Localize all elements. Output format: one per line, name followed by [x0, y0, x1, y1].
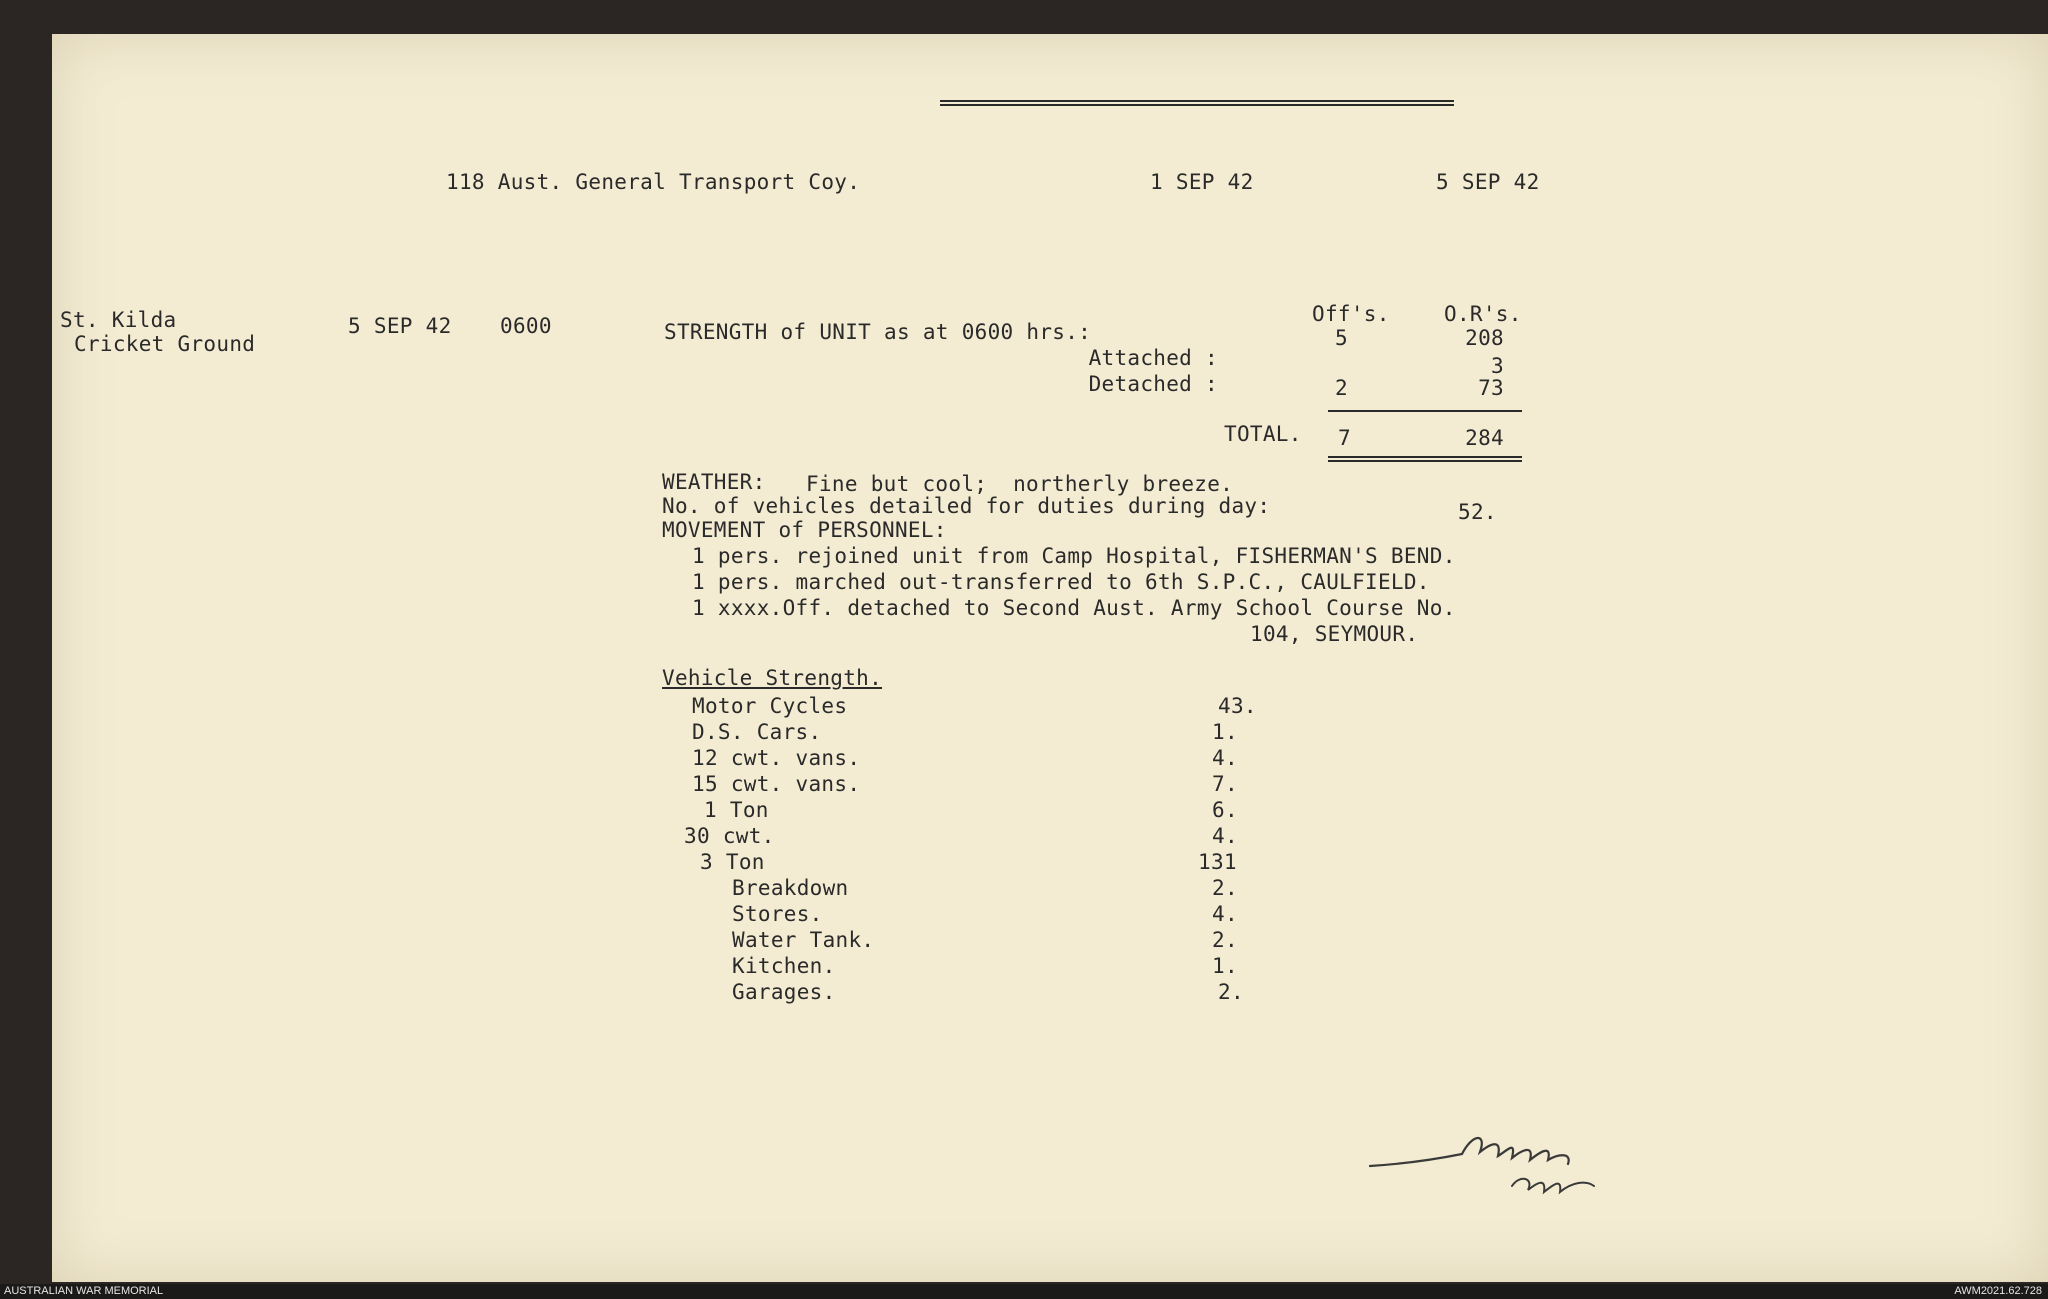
vehicle-value: 131 — [1198, 850, 1237, 874]
place-line-2: Cricket Ground — [74, 332, 256, 356]
total-double-rule — [1328, 456, 1522, 462]
movement-line-2: 1 pers. marched out-transferred to 6th S.P.C., CAULFIELD. — [692, 570, 1430, 594]
vehicle-label: 1 Ton — [704, 798, 769, 822]
weather-text: Fine but cool; northerly breeze. — [806, 472, 1234, 496]
vehicle-value: 2. — [1212, 876, 1238, 900]
offs-value: 5 — [1335, 326, 1348, 350]
col-offs-header: Off's. — [1312, 302, 1390, 326]
date-from: 1 SEP 42 — [1150, 170, 1254, 194]
movement-heading: MOVEMENT of PERSONNEL: — [662, 518, 947, 542]
vehicle-label: 3 Ton — [700, 850, 765, 874]
vehicle-value: 4. — [1212, 824, 1238, 848]
entry-time: 0600 — [500, 314, 552, 338]
entry-date: 5 SEP 42 — [348, 314, 452, 338]
vehicles-detailed-text: No. of vehicles detailed for duties during day: — [662, 494, 1271, 518]
footer-right-label: AWM2021.62.728 — [1954, 1285, 2042, 1297]
ors-value: 208 — [1465, 326, 1504, 350]
vehicle-label: D.S. Cars. — [692, 720, 822, 744]
vehicle-value: 4. — [1212, 746, 1238, 770]
col-ors-header: O.R's. — [1444, 302, 1522, 326]
vehicle-value: 7. — [1212, 772, 1238, 796]
vehicle-value: 6. — [1212, 798, 1238, 822]
total-ors: 284 — [1465, 426, 1504, 450]
archive-footer — [0, 1284, 2048, 1299]
strength-title: STRENGTH of UNIT as at 0600 hrs.: — [664, 320, 1092, 344]
vehicle-label: Garages. — [732, 980, 836, 1004]
vehicle-label: 30 cwt. — [684, 824, 775, 848]
movement-line-1: 1 pers. rejoined unit from Camp Hospital, FISHERMAN'S BEND. — [692, 544, 1456, 568]
attached-ors: 3 — [1491, 354, 1504, 378]
total-label: TOTAL. — [1224, 422, 1302, 446]
signature — [1362, 1094, 1662, 1204]
vehicle-label: Motor Cycles — [692, 694, 848, 718]
vehicle-label: 15 cwt. vans. — [692, 772, 861, 796]
vehicle-value: 43. — [1218, 694, 1257, 718]
vehicle-label: Stores. — [732, 902, 823, 926]
detached-offs: 2 — [1335, 376, 1348, 400]
movement-line-4: 104, SEYMOUR. — [1250, 622, 1419, 646]
total-offs: 7 — [1338, 426, 1351, 450]
vehicle-value: 1. — [1212, 954, 1238, 978]
date-to: 5 SEP 42 — [1436, 170, 1540, 194]
unit-name: 118 Aust. General Transport Coy. — [446, 170, 861, 194]
movement-line-3: 1 xxxx.Off. detached to Second Aust. Army School Course No. — [692, 596, 1456, 620]
vehicle-value: 2. — [1218, 980, 1244, 1004]
vehicle-label: Breakdown — [732, 876, 849, 900]
vehicle-value: 4. — [1212, 902, 1238, 926]
vehicle-strength-heading: Vehicle Strength. — [662, 666, 883, 690]
footer-left-label: AUSTRALIAN WAR MEMORIAL — [4, 1285, 164, 1297]
weather-label: WEATHER: — [662, 470, 766, 494]
total-rule — [1328, 410, 1522, 412]
vehicle-label: Water Tank. — [732, 928, 875, 952]
place-line-1: St. Kilda — [60, 308, 177, 332]
document-page — [52, 34, 2048, 1282]
vehicle-value: 2. — [1212, 928, 1238, 952]
top-rule — [940, 100, 1454, 106]
vehicle-label: Kitchen. — [732, 954, 836, 978]
attached-label: Attached : — [1088, 346, 1218, 370]
vehicles-detailed-value: 52. — [1458, 500, 1497, 524]
detached-label: Detached : — [1088, 372, 1218, 396]
vehicle-value: 1. — [1212, 720, 1238, 744]
vehicle-label: 12 cwt. vans. — [692, 746, 861, 770]
detached-ors: 73 — [1478, 376, 1504, 400]
